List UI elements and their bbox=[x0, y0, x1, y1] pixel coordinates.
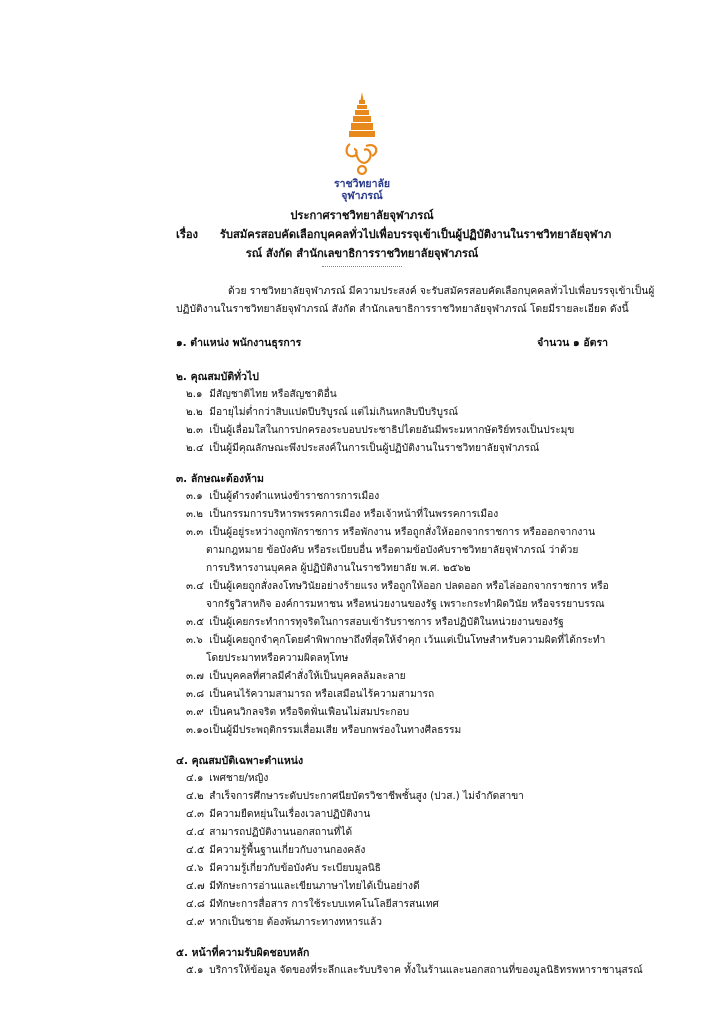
crown-emblem-icon bbox=[342, 92, 382, 178]
item-text: มีสัญชาติไทย หรือสัญชาติอื่น bbox=[209, 389, 337, 400]
item-text: เป็นผู้เคยถูกจำคุกโดยคำพิพากษาถึงที่สุดให้จำคุก เว้นแต่เป็นโทษสำหรับความผิดที่ได้กระทำ bbox=[209, 635, 606, 646]
item-number: ๒.๑ bbox=[186, 389, 203, 400]
item-text: เป็นผู้มีคุณลักษณะพึงประสงค์ในการเป็นผู้ปฏิบัติงานในราชวิทยาลัยจุฬาภรณ์ bbox=[209, 443, 540, 454]
item-number: ๔.๗ bbox=[186, 881, 205, 892]
list-item bbox=[186, 788, 524, 804]
item-text: มีความรู้พื้นฐานเกี่ยวกับงานกองคลัง bbox=[209, 845, 366, 856]
list-item bbox=[186, 578, 609, 594]
item-number: ๒.๓ bbox=[186, 425, 203, 436]
item-text: มีทักษะการอ่านและเขียนภาษาไทยได้เป็นอย่างดี bbox=[209, 881, 420, 892]
item-number: ๔.๕ bbox=[186, 845, 205, 856]
item-number: ๓.๙ bbox=[186, 707, 204, 718]
item-number: ๓.๑ bbox=[186, 491, 203, 502]
list-item bbox=[186, 524, 595, 540]
list-item bbox=[186, 896, 439, 912]
list-item bbox=[186, 614, 564, 630]
item-number: ๒.๒ bbox=[186, 407, 203, 418]
item-text: เป็นผู้ดำรงตำแหน่งข้าราชการการเมือง bbox=[209, 491, 380, 502]
divider bbox=[322, 266, 402, 267]
subject-label: เรื่อง bbox=[176, 228, 199, 241]
list-item bbox=[186, 422, 574, 438]
item-continuation: จากรัฐวิสาหกิจ องค์การมหาชน หรือหน่วยงานของรัฐ เพราะกระทำผิดวินัย หรือจรรยาบรรณ bbox=[206, 599, 605, 610]
item-text: เป็นคนไร้ความสามารถ หรือเสมือนไร้ความสามารถ bbox=[209, 689, 435, 700]
item-continuation: การบริหารงานบุคคล ผู้ปฏิบัติงานในราชวิทยาลัย พ.ศ. ๒๕๖๒ bbox=[206, 563, 471, 574]
list-item bbox=[186, 506, 498, 522]
position-quantity: จำนวน ๑ อัตรา bbox=[537, 337, 608, 349]
item-number: ๓.๗ bbox=[186, 671, 204, 682]
item-number: ๔.๙ bbox=[186, 917, 205, 928]
list-item bbox=[186, 962, 643, 978]
list-item bbox=[186, 386, 337, 402]
section-heading-general-qualifications: ๒. คุณสมบัติทั่วไป bbox=[176, 371, 259, 383]
item-number: ๓.๒ bbox=[186, 509, 203, 520]
list-item bbox=[186, 632, 605, 648]
section-heading-responsibilities: ๕. หน้าที่ความรับผิดชอบหลัก bbox=[176, 947, 310, 959]
subject-text-line1: รับสมัครสอบคัดเลือกบุคคลทั่วไปเพื่อบรรจุเข้าเป็นผู้ปฏิบัติงานในราชวิทยาลัยจุฬาภ bbox=[219, 228, 612, 241]
item-text: เป็นบุคคลที่ศาลมีคำสั่งให้เป็นบุคคลล้มละลาย bbox=[209, 671, 406, 682]
list-item bbox=[186, 860, 381, 876]
item-number: ๔.๓ bbox=[186, 809, 204, 820]
logo-text-line1: ราชวิทยาลัย bbox=[333, 178, 391, 190]
item-text: มีทักษะการสื่อสาร การใช้ระบบเทคโนโลยีสารสนเทศ bbox=[209, 899, 439, 910]
list-item bbox=[186, 842, 365, 858]
list-item bbox=[186, 722, 461, 738]
list-item bbox=[186, 488, 379, 504]
item-text: สามารถปฏิบัติงานนอกสถานที่ได้ bbox=[209, 827, 353, 838]
list-item bbox=[186, 878, 420, 894]
list-item bbox=[186, 668, 406, 684]
item-text: เป็นกรรมการบริหารพรรคการเมือง หรือเจ้าหน้าที่ในพรรคการเมือง bbox=[209, 509, 499, 520]
item-number: ๕.๑ bbox=[186, 965, 204, 976]
item-text: เป็นผู้อยู่ระหว่างถูกพักราชการ หรือพักงาน หรือถูกสั่งให้ออกจากราชการ หรือออกจากงาน bbox=[209, 527, 596, 538]
logo-text-line2: จุฬาภรณ์ bbox=[341, 190, 383, 202]
item-number: ๔.๔ bbox=[186, 827, 205, 838]
item-text: หากเป็นชาย ต้องพ้นภาระทางทหารแล้ว bbox=[209, 917, 382, 928]
list-item bbox=[186, 914, 382, 930]
item-number: ๓.๘ bbox=[186, 689, 205, 700]
item-text: เป็นผู้เคยถูกสั่งลงโทษวินัยอย่างร้ายแรง หรือถูกให้ออก ปลดออก หรือไล่ออกจากราชการ หรือ bbox=[209, 581, 609, 592]
list-item bbox=[186, 824, 352, 840]
list-item bbox=[186, 404, 458, 420]
item-text: สำเร็จการศึกษาระดับประกาศนียบัตรวิชาชีพชั้นสูง (ปวส.) ไม่จำกัดสาขา bbox=[209, 791, 524, 802]
item-number: ๔.๑ bbox=[186, 773, 204, 784]
section-heading-position-qualifications: ๔. คุณสมบัติเฉพาะตำแหน่ง bbox=[176, 755, 304, 767]
item-number: ๓.๔ bbox=[186, 581, 204, 592]
intro-line1: ด้วย ราชวิทยาลัยจุฬาภรณ์ มีความประสงค์ จะรับสมัครสอบคัดเลือกบุคคลทั่วไปเพื่อบรรจุเข้าเป็นผู้ bbox=[228, 285, 655, 297]
item-number: ๓.๑๐ bbox=[186, 725, 209, 736]
item-text: เป็นผู้มีประพฤติกรรมเสื่อมเสีย หรือบกพร่องในทางศีลธรรม bbox=[209, 725, 462, 736]
list-item bbox=[186, 770, 268, 786]
item-text: เป็นผู้เคยกระทำการทุจริตในการสอบเข้ารับราชการ หรือปฏิบัติในหน่วยงานของรัฐ bbox=[209, 617, 564, 628]
position-label: ๑. ตำแหน่ง พนักงานธุรการ bbox=[176, 337, 302, 349]
item-number: ๓.๓ bbox=[186, 527, 204, 538]
subject-row bbox=[176, 225, 611, 243]
intro-line2: ปฏิบัติงานในราชวิทยาลัยจุฬาภรณ์ สังกัด สำนักเลขาธิการราชวิทยาลัยจุฬาภรณ์ โดยมีรายละเอียด ดังนี้ bbox=[176, 303, 629, 315]
item-text: เป็นคนวิกลจริต หรือจิตฟั่นเฟือนไม่สมประกอบ bbox=[209, 707, 410, 718]
subject-text-line2: รณ์ สังกัด สำนักเลขาธิการราชวิทยาลัยจุฬาภรณ์ bbox=[245, 247, 479, 260]
announcement-title: ประกาศราชวิทยาลัยจุฬาภรณ์ bbox=[290, 209, 434, 222]
item-continuation: ตามกฎหมาย ข้อบังคับ หรือระเบียบอื่น หรือตามข้อบังคับราชวิทยาลัยจุฬาภรณ์ ว่าด้วย bbox=[206, 545, 579, 556]
list-item bbox=[186, 686, 434, 702]
item-number: ๓.๖ bbox=[186, 635, 203, 646]
item-continuation: โดยประมาทหรือความผิดลหุโทษ bbox=[206, 653, 349, 664]
item-text: มีความรู้เกี่ยวกับข้อบังคับ ระเบียบมูลนิธิ bbox=[209, 863, 381, 874]
list-item bbox=[186, 704, 409, 720]
list-item bbox=[186, 440, 539, 456]
item-number: ๓.๕ bbox=[186, 617, 204, 628]
item-number: ๒.๔ bbox=[186, 443, 204, 454]
item-number: ๔.๖ bbox=[186, 863, 204, 874]
position-row bbox=[176, 334, 608, 351]
item-text: เพศชาย/หญิง bbox=[209, 773, 269, 784]
college-logo bbox=[332, 92, 392, 202]
item-text: บริการให้ข้อมูล จัดของที่ระลึกและรับบริจาค ทั้งในร้านและนอกสถานที่ของมูลนิธิทรพหาราชานุสรณ์ bbox=[209, 965, 643, 976]
item-text: เป็นผู้เลื่อมใสในการปกครองระบอบประชาธิปไตยอันมีพระมหากษัตริย์ทรงเป็นประมุข bbox=[209, 425, 575, 436]
item-number: ๔.๘ bbox=[186, 899, 205, 910]
section-heading-prohibitions: ๓. ลักษณะต้องห้าม bbox=[176, 473, 264, 485]
item-number: ๔.๒ bbox=[186, 791, 204, 802]
item-text: มีอายุไม่ต่ำกว่าสิบแปดปีบริบูรณ์ แต่ไม่เกินหกสิบปีบริบูรณ์ bbox=[209, 407, 458, 418]
item-text: มีความยืดหยุ่นในเรื่องเวลาปฏิบัติงาน bbox=[209, 809, 371, 820]
list-item bbox=[186, 806, 370, 822]
